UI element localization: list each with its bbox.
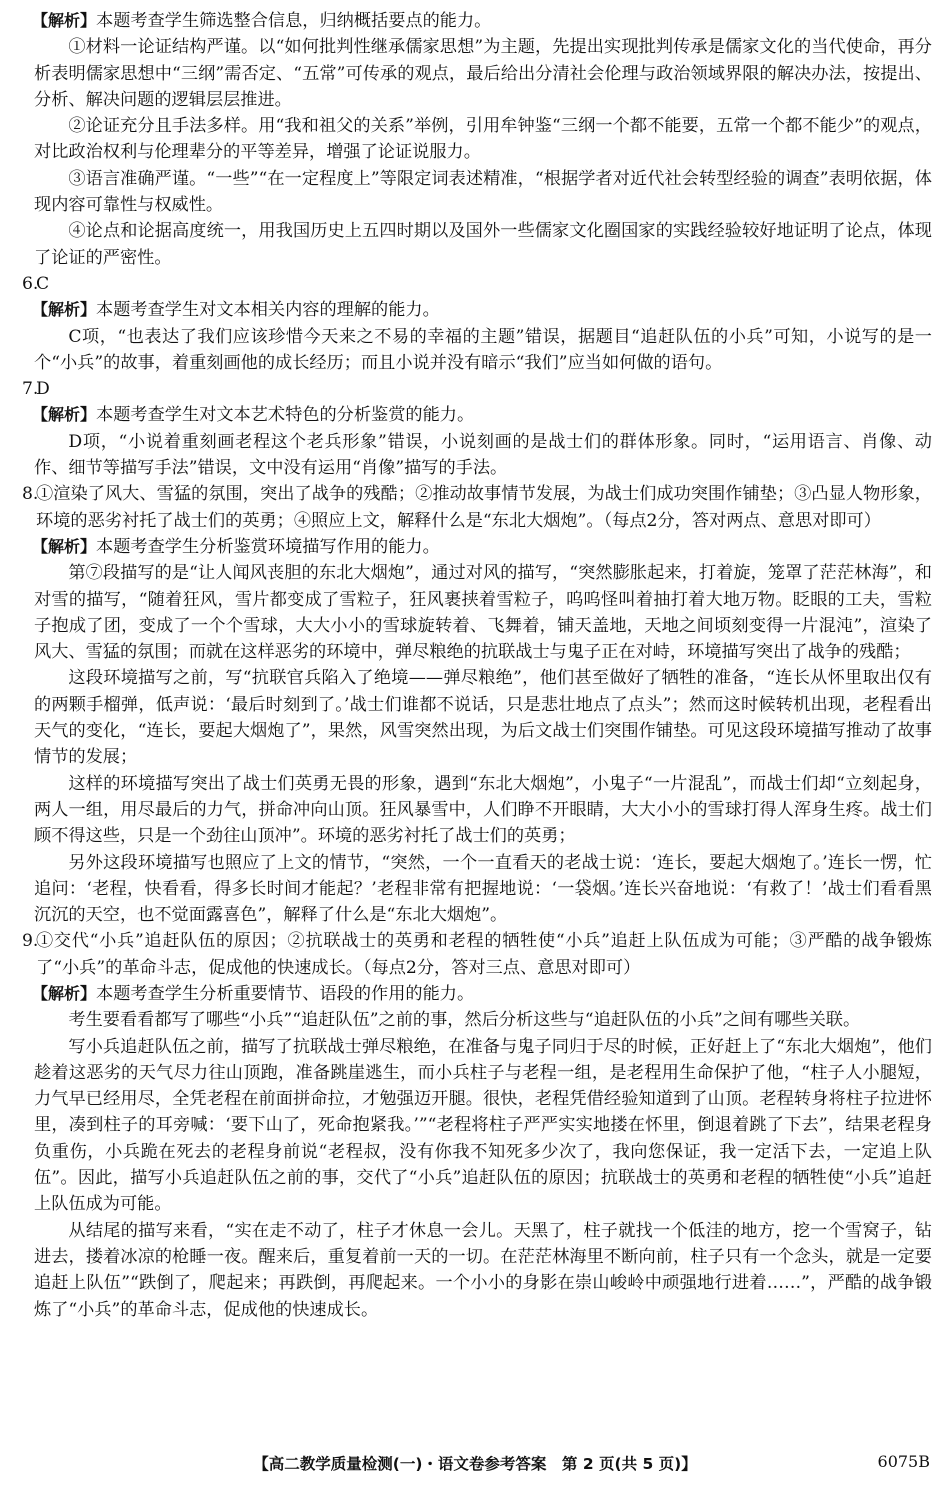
paragraph: ①材料一论证结构严谨。以“如何批判性继承儒家思想”为主题，先提出实现批判传承是儒家文化的当代使命，再分析表明儒家思想中“三纲”需否定、“五常”可传承的观点，最后给出分清社会伦理与政治领域界限的解决办法，按提出、分析、解决问题的逻辑层层推进。 [34, 37, 932, 110]
paragraph: 这段环境描写之前，写“抗联官兵陷入了绝境——弹尽粮绝”，他们甚至做好了牺牲的准备，“连长从怀里取出仅有的两颗手榴弹，低声说：‘最后时刻到了。’战士们谁都不说话，只是悲壮地点了点头”；然而这时候转机出现，老程看出天气的变化，“连长，要起大烟炮了”，果然，风雪突然出现，为后文战士们突围作铺垫。可见这段环境描写推动了故事情节的发展； [34, 668, 932, 768]
paper-code: 6075B [877, 1452, 930, 1471]
analysis-tag: 【解析】 [32, 536, 97, 556]
answer-8 [22, 481, 932, 534]
paragraph: C项，“也表达了我们应该珍惜今天来之不易的幸福的主题”错误，据题目“追赶队伍的小兵”可知，小说写的是一个“小兵”的故事，着重刻画他的成长经历；而且小说并没有暗示“我们”应当如何做的语句。 [34, 326, 932, 373]
question-number: 6. [22, 273, 39, 294]
question-number: 7. [22, 379, 39, 400]
question-number: 9. [22, 931, 39, 952]
paragraph: ④论点和论据高度统一，用我国历史上五四时期以及国外一些儒家文化圈国家的实践经验较好地证明了论点，体现了论证的严密性。 [34, 221, 932, 268]
paragraph: ②论证充分且手法多样。用“我和祖父的关系”举例，引用牟钟鉴“三纲一个都不能要，五常一个都不能少”的观点，对比政治权利与伦理辈分的平等差异，增强了论证说服力。 [34, 116, 932, 163]
paragraph: D项，“小说着重刻画老程这个老兵形象”错误，小说刻画的是战士们的群体形象。同时，“运用语言、肖像、动作、细节等描写手法”错误，文中没有运用“肖像”描写的手法。 [34, 431, 932, 479]
answer-text: D [36, 379, 50, 400]
footer-title: 【高二教学质量检测(一)・语文卷参考答案 第 2 页(共 5 页)】 [253, 1455, 697, 1473]
analysis-tag: 【解析】 [32, 300, 97, 320]
answer-7 [22, 376, 932, 402]
analysis-tag: 【解析】 [32, 405, 97, 425]
question-number: 8. [22, 484, 39, 505]
answer-6 [22, 271, 932, 297]
analysis-line: 【解析】本题考查学生对文本艺术特色的分析鉴赏的能力。 [32, 405, 475, 426]
page-footer [0, 1452, 950, 1482]
paragraph: 这样的环境描写突出了战士们英勇无畏的形象，遇到“东北大烟炮”，小鬼子“一片混乱”，而战士们却“立刻起身，两人一组，用尽最后的力气，拼命冲向山顶。狂风暴雪中，人们睁不开眼睛，大大小小的雪球打得人浑身生疼。战士们顾不得这些，只是一个劲往山顶冲”。环境的恶劣衬托了战士们的英勇； [34, 773, 932, 847]
analysis-line: 【解析】本题考查学生对文本相关内容的理解的能力。 [32, 300, 440, 321]
answer-page [22, 8, 932, 1323]
analysis-tag: 【解析】 [32, 11, 97, 30]
paragraph: 第⑦段描写的是“让人闻风丧胆的东北大烟炮”，通过对风的描写，“突然膨胀起来，打着旋，笼罩了茫茫林海”，和对雪的描写，“随着狂风，雪片都变成了雪粒子，狂风裹挟着雪粒子，呜呜怪叫着抽打着大地万物。眨眼的工夫，雪粒子抱成了团，变成了一个个雪球，大大小小的雪球旋转着、飞舞着，铺天盖地，天地之间顷刻变得一片混沌”，渲染了风大、雪猛的氛围；而就在这样恶劣的环境中，弹尽粮绝的抗联战士与鬼子正在对峙，环境描写突出了战争的残酷； [34, 563, 932, 663]
paragraph: 写小兵追赶队伍之前，描写了抗联战士弹尽粮绝，在准备与鬼子同归于尽的时候，正好赶上了“东北大烟炮”，他们趁着这恶劣的天气尽力往山顶跑，准备跳崖逃生，而小兵柱子与老程一组，是老程用生命保护了他，“柱子人小腿短，力气早已经用尽，全凭老程在前面拼命拉，才勉强迈开腿。很快，老程凭借经验知道到了山顶。老程转身将柱子拉进怀里，凑到柱子的耳旁喊：‘要下山了，死命抱紧我。’”“老程将柱子严严实实地搂在怀里，倒退着跳了下去”，结果老程身负重伤，小兵跪在死去的老程身前说“老程叔，没有你我不知死多少次了，我向您保证，我一定活下去，一定追上队伍”。因此，描写小兵追赶队伍之前的事，交代了“小兵”追赶队伍的原因；抗联战士的英勇和老程的牺牲使“小兵”追赶上队伍成为可能。 [34, 1036, 932, 1215]
paragraph: ③语言准确严谨。“一些”“在一定程度上”等限定词表述精准，“根据学者对近代社会转型经验的调查”表明依据，体现内容可靠性与权威性。 [34, 168, 932, 216]
paragraph: 另外这段环境描写也照应了上文的情节，“突然，一个一直看天的老战士说：‘连长，要起大烟炮了。’连长一愣，忙追问：‘老程，快看看，得多长时间才能起？’老程非常有把握地说：‘一袋烟。’连长兴奋地说：‘有救了！’战士们看看黑沉沉的天空，也不觉面露喜色”，解释了什么是“东北大烟炮”。 [34, 852, 932, 926]
analysis-line: 【解析】本题考查学生筛选整合信息，归纳概括要点的能力。 [32, 11, 492, 31]
answer-text: ①交代“小兵”追赶队伍的原因；②抗联战士的英勇和老程的牺牲使“小兵”追赶上队伍成为可能；③严酷的战争锻炼了“小兵”的革命斗志，促成他的快速成长。（每点2分，答对三点、意思对即可） [36, 931, 932, 978]
paragraph: 从结尾的描写来看，“实在走不动了，柱子才休息一会儿。天黑了，柱子就找一个低洼的地方，挖一个雪窝子，钻进去，搂着冰凉的枪睡一夜。醒来后，重复着前一天的一切。在茫茫林海里不断向前，柱子只有一个念头，就是一定要追赶上队伍”“跌倒了，爬起来；再跌倒，再爬起来。一个小小的身影在崇山峻岭中顽强地行进着……”，严酷的战争锻炼了“小兵”的革命斗志，促成他的快速成长。 [34, 1220, 932, 1320]
answer-text: C [36, 273, 50, 294]
paragraph: 考生要看看都写了哪些“小兵”“追赶队伍”之前的事，然后分析这些与“追赶队伍的小兵”之间有哪些关联。 [68, 1010, 861, 1031]
analysis-line: 【解析】本题考查学生分析重要情节、语段的作用的能力。 [32, 983, 475, 1004]
answer-text: ①渲染了风大、雪猛的氛围，突出了战争的残酷；②推动故事情节发展，为战士们成功突围作铺垫；③凸显人物形象，环境的恶劣衬托了战士们的英勇；④照应上文，解释什么是“东北大烟炮”。（每点2分，答对两点、意思对即可） [36, 484, 932, 531]
answer-9 [22, 928, 932, 981]
analysis-tag: 【解析】 [32, 983, 97, 1003]
analysis-line: 【解析】本题考查学生分析鉴赏环境描写作用的能力。 [32, 536, 440, 557]
